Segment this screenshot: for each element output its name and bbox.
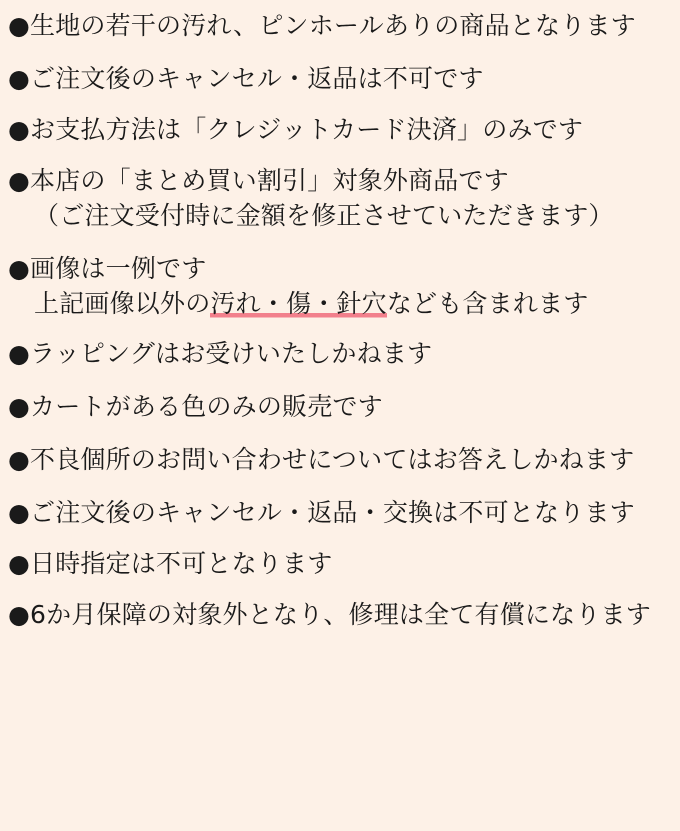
notice-text: ラッピングはお受けいたしかねます xyxy=(30,339,433,368)
notice-text: カートがある色のみの販売です xyxy=(30,392,383,421)
notice-subline xyxy=(8,200,672,231)
notice-text-after: なども含まれます xyxy=(386,289,589,318)
notice-item xyxy=(8,599,672,630)
spacer xyxy=(8,145,672,165)
notice-text: ご注文後のキャンセル・返品は不可です xyxy=(30,64,484,93)
bullet-icon: ● xyxy=(8,549,31,578)
notice-line xyxy=(8,165,672,196)
notice-line xyxy=(8,444,672,475)
notice-text: 不良個所のお問い合わせについてはお答えしかねます xyxy=(30,445,635,474)
notice-line xyxy=(8,10,672,41)
spacer xyxy=(8,320,672,338)
bullet-icon: ● xyxy=(8,498,31,527)
notice-item xyxy=(8,444,672,475)
notice-item xyxy=(8,10,672,41)
spacer xyxy=(8,231,672,253)
bullet-icon: ● xyxy=(8,166,31,195)
notice-line xyxy=(8,338,672,369)
bullet-icon: ● xyxy=(8,11,31,40)
bullet-icon: ● xyxy=(8,115,31,144)
spacer xyxy=(8,369,672,391)
notice-text-highlight: 汚れ・傷・針穴 xyxy=(210,289,387,318)
notice-item xyxy=(8,165,672,231)
bullet-icon: ● xyxy=(8,445,31,474)
notice-item xyxy=(8,338,672,369)
notice-item xyxy=(8,497,672,528)
notice-text: お支払方法は「クレジットカード決済」のみです xyxy=(30,115,584,144)
notice-line xyxy=(8,253,672,284)
notice-text: ご注文後のキャンセル・返品・交換は不可となります xyxy=(30,498,635,527)
spacer xyxy=(8,475,672,497)
notice-item xyxy=(8,114,672,145)
notice-text: 6か月保障の対象外となり、修理は全て有償になります xyxy=(30,600,651,629)
notice-item xyxy=(8,391,672,422)
spacer xyxy=(8,528,672,548)
notice-text-before: 上記画像以外の xyxy=(34,289,211,318)
notice-text: 生地の若干の汚れ、ピンホールありの商品となります xyxy=(30,11,636,40)
spacer xyxy=(8,94,672,114)
spacer xyxy=(8,579,672,599)
notice-item xyxy=(8,63,672,94)
bullet-icon: ● xyxy=(8,339,31,368)
notice-item xyxy=(8,548,672,579)
notice-subline-highlighted xyxy=(8,288,672,320)
notice-line xyxy=(8,548,672,579)
notice-text: 本店の「まとめ買い割引」対象外商品です xyxy=(30,166,509,195)
spacer xyxy=(8,422,672,444)
notice-text: 画像は一例です xyxy=(30,254,207,283)
spacer xyxy=(8,41,672,63)
notice-line xyxy=(8,599,672,630)
notice-item xyxy=(8,253,672,320)
bullet-icon: ● xyxy=(8,392,31,421)
notice-text: 日時指定は不可となります xyxy=(30,549,333,578)
bullet-icon: ● xyxy=(8,254,31,283)
notice-line xyxy=(8,63,672,94)
notice-line xyxy=(8,391,672,422)
notice-line xyxy=(8,497,672,528)
bullet-icon: ● xyxy=(8,64,31,93)
notice-line xyxy=(8,114,672,145)
bullet-icon: ● xyxy=(8,600,31,629)
notice-text: （ご注文受付時に金額を修正させていただきます） xyxy=(34,201,614,230)
